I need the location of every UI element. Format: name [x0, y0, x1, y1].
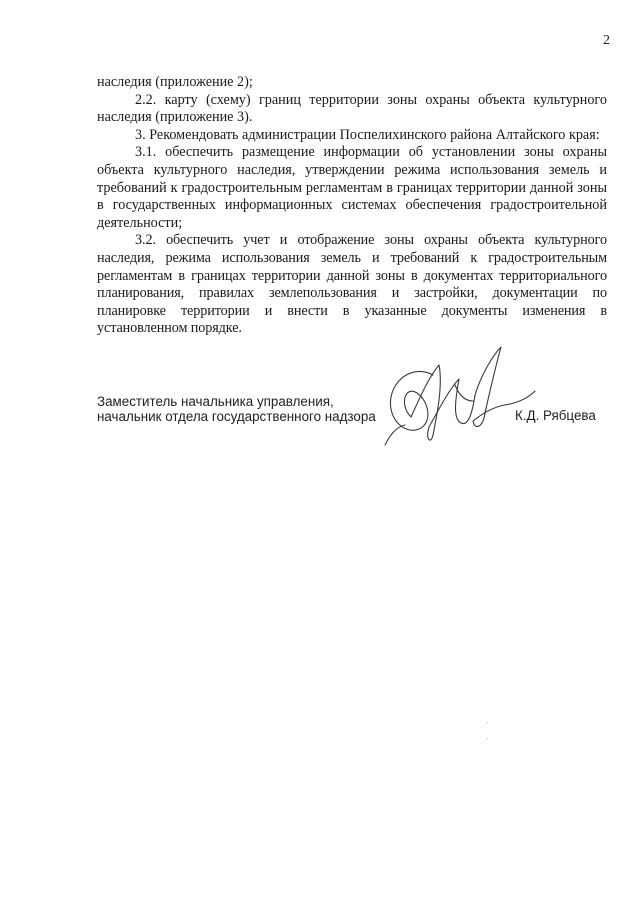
document-body — [97, 74, 607, 338]
paragraph-item-2-2: 2.2. карту (схему) границ территории зоны охраны объекта культурного наследия (приложение 3). — [97, 91, 607, 126]
scan-speck — [487, 722, 488, 723]
signer-title-line-1: Заместитель начальника управления, — [97, 394, 334, 409]
paragraph-item-3: 3. Рекомендовать администрации Поспелихинского района Алтайского края: — [135, 126, 600, 143]
paragraph-item-3-1: 3.1. обеспечить размещение информации об установлении зоны охраны объекта культурного наследия, утверждении режима использования земель и требований к градостроительным регламентам в границах территории данной зоны в государственных информационных системах обеспечения градостроительной деятельности; — [97, 144, 607, 231]
signature-block — [97, 395, 617, 435]
page-number: 2 — [603, 33, 610, 48]
scan-speck — [487, 738, 488, 739]
paragraph-item-3-2: 3.2. обеспечить учет и отображение зоны охраны объекта культурного наследия, режима использования земель и требований к градостроительным регламентам в границах территории данной зоны в документах территориального планирования, правилах землепользования и застройки, документации по планировке территории и внести в указанные документы изменения в установленном порядке. — [97, 232, 607, 337]
signer-name: К.Д. Рябцева — [515, 408, 596, 423]
signer-title-line-2: начальник отдела государственного надзора — [97, 408, 376, 424]
paragraph-continuation: наследия (приложение 2); — [97, 74, 253, 90]
